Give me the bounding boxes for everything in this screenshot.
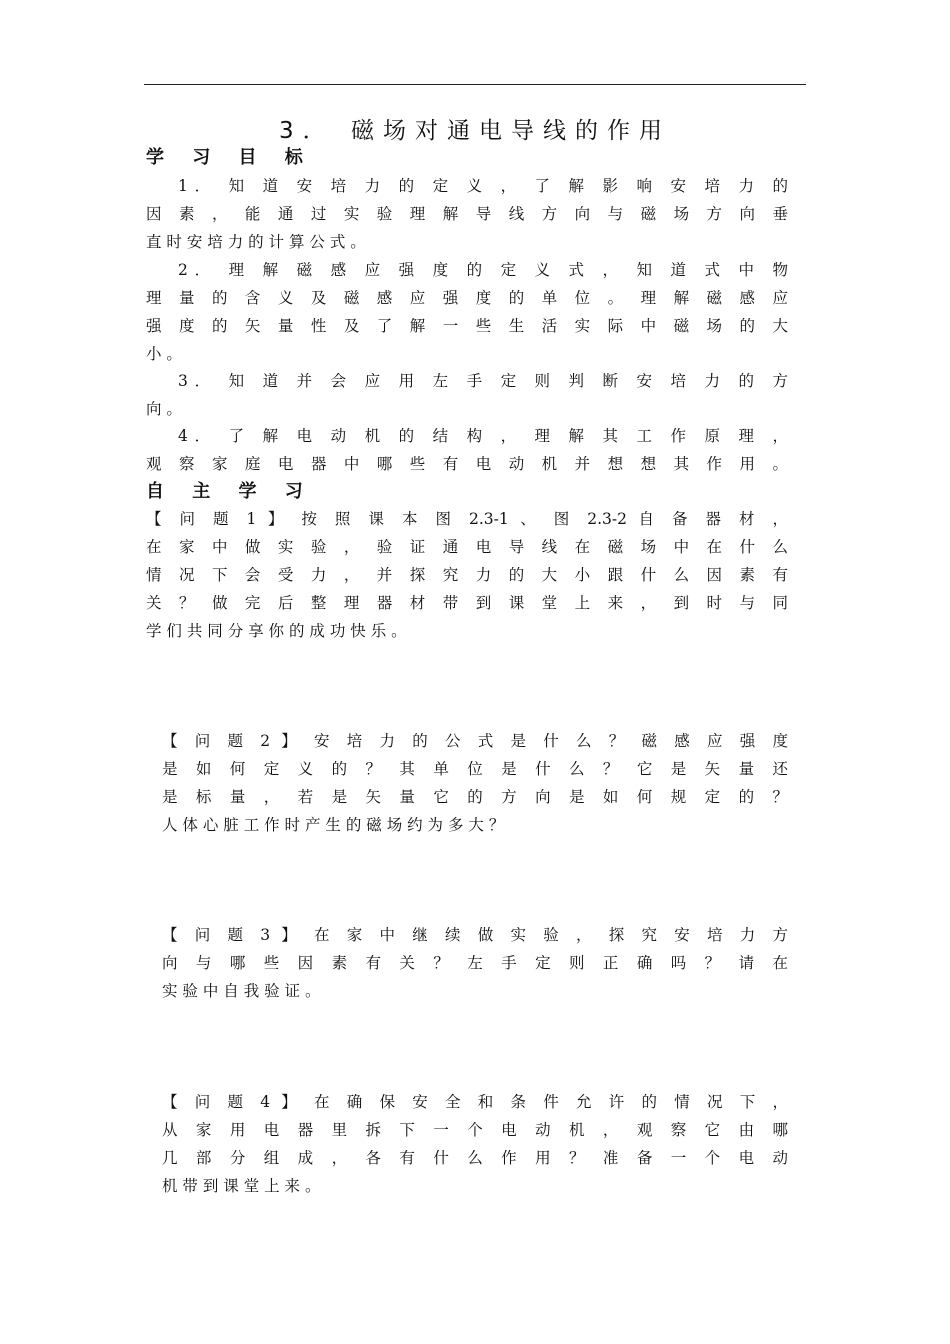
goal-3-line-1: 3． 知 道 并 会 应 用 左 手 定 则 判 断 安 培 力 的 方 (178, 372, 788, 390)
question-2-line-3: 是 标 量 ， 若 是 矢 量 它 的 方 向 是 如 何 规 定 的 ？ (162, 788, 788, 806)
question-3-line-2: 向 与 哪 些 因 素 有 关 ？ 左 手 定 则 正 确 吗 ？ 请 在 (162, 954, 788, 972)
question-3-line-3: 实 验 中 自 我 验 证 。 (162, 982, 321, 1000)
goal-4-line-1: 4． 了 解 电 动 机 的 结 构 ， 理 解 其 工 作 原 理 ， (178, 427, 788, 445)
goal-4-line-2: 观 察 家 庭 电 器 中 哪 些 有 电 动 机 并 想 想 其 作 用 。 (146, 455, 788, 473)
top-divider (144, 84, 806, 85)
question-1-line-3: 情 况 下 会 受 力 ， 并 探 究 力 的 大 小 跟 什 么 因 素 有 (146, 566, 788, 584)
goal-1-line-2: 因 素 ， 能 通 过 实 验 理 解 导 线 方 向 与 磁 场 方 向 垂 (146, 205, 788, 223)
question-4-line-3: 几 部 分 组 成 ， 各 有 什 么 作 用 ？ 准 备 一 个 电 动 (162, 1149, 788, 1167)
question-1-line-4: 关 ？ 做 完 后 整 理 器 材 带 到 课 堂 上 来 ， 到 时 与 同 (146, 594, 788, 612)
section-heading-self-study: 自 主 学 习 (146, 481, 314, 502)
question-2-line-4: 人 体 心 脏 工 作 时 产 生 的 磁 场 约 为 多 大 ？ (162, 816, 505, 834)
goal-2-line-1: 2． 理 解 磁 感 应 强 度 的 定 义 式 ， 知 道 式 中 物 (178, 261, 788, 279)
question-2-line-2: 是 如 何 定 义 的 ？ 其 单 位 是 什 么 ？ 它 是 矢 量 还 (162, 760, 788, 778)
section-heading-learning-goals: 学 习 目 标 (146, 147, 314, 168)
question-2-line-1: 【 问 题 2 】 安 培 力 的 公 式 是 什 么 ？ 磁 感 应 强 度 (162, 732, 788, 750)
document-title: 3． 磁场对通电导线的作用 (279, 118, 671, 144)
question-3-line-1: 【 问 题 3 】 在 家 中 继 续 做 实 验 ， 探 究 安 培 力 方 (162, 926, 788, 944)
question-4-line-2: 从 家 用 电 器 里 拆 下 一 个 电 动 机 ， 观 察 它 由 哪 (162, 1121, 788, 1139)
goal-2-line-2: 理 量 的 含 义 及 磁 感 应 强 度 的 单 位 。 理 解 磁 感 应 (146, 289, 788, 307)
goal-3-line-2: 向 。 (146, 400, 182, 418)
goal-1-line-1: 1． 知 道 安 培 力 的 定 义 ， 了 解 影 响 安 培 力 的 (178, 177, 788, 195)
question-1-line-5: 学 们 共 同 分 享 你 的 成 功 快 乐 。 (146, 622, 407, 640)
question-4-line-4: 机 带 到 课 堂 上 来 。 (162, 1177, 321, 1195)
question-1-line-2: 在 家 中 做 实 验 ， 验 证 通 电 导 线 在 磁 场 中 在 什 么 (146, 538, 788, 556)
goal-2-line-4: 小 。 (146, 345, 182, 363)
question-4-line-1: 【 问 题 4 】 在 确 保 安 全 和 条 件 允 许 的 情 况 下 ， (162, 1093, 788, 1111)
question-1-line-1: 【 问 题 1 】 按 照 课 本 图 2.3-1 、 图 2.3-2 自 备 器 材 ， (146, 510, 788, 528)
goal-2-line-3: 强 度 的 矢 量 性 及 了 解 一 些 生 活 实 际 中 磁 场 的 大 (146, 317, 788, 335)
goal-1-line-3: 直 时 安 培 力 的 计 算 公 式 。 (146, 233, 366, 251)
